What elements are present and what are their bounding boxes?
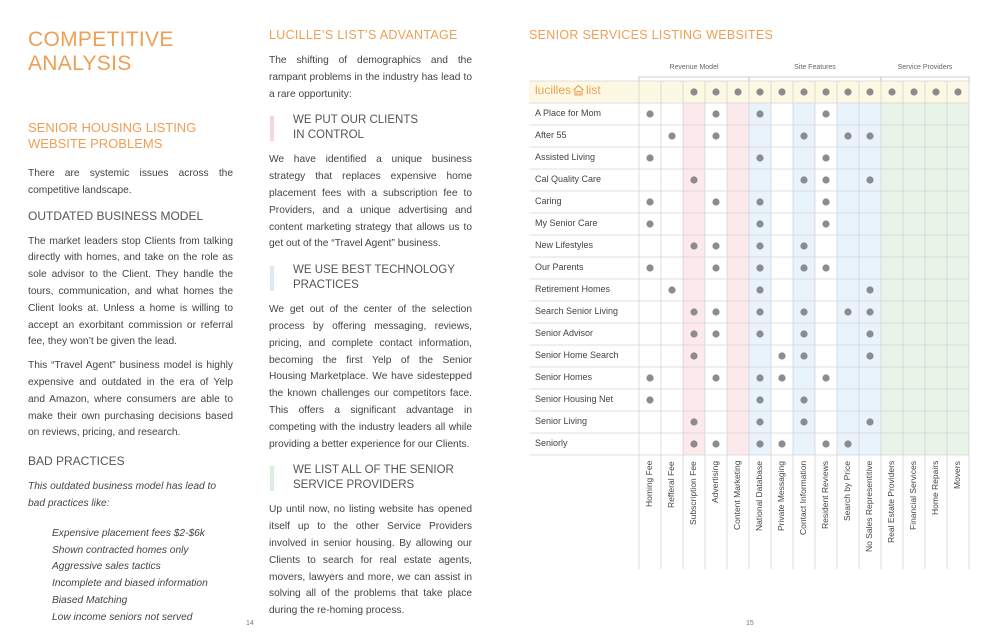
bad-practice-item: Expensive placement fees $2-$6k <box>52 527 205 539</box>
feature-dot <box>712 242 719 249</box>
feature-dot <box>932 88 939 95</box>
feature-dot <box>822 264 829 271</box>
feature-dot <box>866 176 873 183</box>
competitor-name: Assisted Living <box>535 152 596 162</box>
logo-text-left: lucilles <box>535 83 572 97</box>
feature-dot <box>800 176 807 183</box>
comparison-table <box>529 61 970 571</box>
feature-dot <box>756 110 763 117</box>
competitor-name: Search Senior Living <box>535 306 619 316</box>
group-label-service-providers: Service Providers <box>897 64 953 71</box>
feature-dot <box>778 440 785 447</box>
feature-dot <box>712 374 719 381</box>
feature-dot <box>646 220 653 227</box>
feature-dot <box>844 88 851 95</box>
advantage-title: LUCILLE’S LIST’S ADVANTAGE <box>269 28 458 42</box>
feature-dot <box>756 286 763 293</box>
feature-dot <box>756 418 763 425</box>
feature-dot <box>756 154 763 161</box>
feature-dot <box>712 132 719 139</box>
feature-dot <box>822 440 829 447</box>
competitor-name: Retirement Homes <box>535 284 611 294</box>
column-label: Contact Information <box>798 461 808 536</box>
problems-intro: There are systemic issues across the competitive landscape. <box>28 168 233 196</box>
bad-practices-intro: This outdated business model has lead to bad practices like: <box>28 481 217 509</box>
column-shade <box>727 81 749 455</box>
bad-practice-item: Biased Matching <box>52 594 128 606</box>
callout-line1: WE PUT OUR CLIENTS <box>293 114 419 127</box>
column-label: Private Messaging <box>776 461 786 531</box>
page-number-right: 15 <box>746 620 754 627</box>
advantage-intro: The shifting of demographics and the rampant problems in the industry has lead to a rare opportunity: <box>269 55 472 100</box>
column-label: Content Marketing <box>732 461 742 531</box>
feature-dot <box>712 198 719 205</box>
feature-dot <box>734 88 741 95</box>
feature-dot <box>646 154 653 161</box>
bad-practices-heading: BAD PRACTICES <box>28 454 125 469</box>
travel-agent-paragraph: This “Travel Agent” business model is highly expensive and outdated in the era of Yelp and Amazon, where consumers are able to make their own purchasing decisions based on reviews, pricing, and research. <box>28 360 233 439</box>
left-column <box>28 28 233 627</box>
callout-line1: WE USE BEST TECHNOLOGY <box>293 264 455 277</box>
callout-bar <box>270 116 274 141</box>
feature-dot <box>712 440 719 447</box>
page-title-line1: COMPETITIVE <box>28 28 174 51</box>
page-title <box>28 28 233 76</box>
competitor-name: A Place for Mom <box>535 108 602 118</box>
callout-service-providers <box>269 463 472 493</box>
feature-dot <box>712 330 719 337</box>
clients-paragraph: We have identified a unique business strategy that replaces expensive home placement fees with a subscription fee to Providers, and a unique advertising and content marketing strategy that allows us to get out of the “Travel Agent” business. <box>269 154 472 250</box>
feature-dot <box>844 132 851 139</box>
feature-dot <box>866 308 873 315</box>
competitor-name: After 55 <box>535 130 567 140</box>
callout-line2: SERVICE PROVIDERS <box>293 479 415 492</box>
feature-dot <box>668 132 675 139</box>
house-icon <box>572 84 585 96</box>
bad-practice-item: Shown contracted homes only <box>52 544 189 556</box>
competitor-name: Our Parents <box>535 262 584 272</box>
competitor-name: Senior Home Search <box>535 350 619 360</box>
feature-dot <box>690 176 697 183</box>
column-label: Resident Reviews <box>820 461 830 530</box>
feature-dot <box>778 352 785 359</box>
feature-dot <box>800 308 807 315</box>
feature-dot <box>756 198 763 205</box>
feature-dot <box>690 352 697 359</box>
feature-dot <box>822 176 829 183</box>
feature-dot <box>866 286 873 293</box>
technology-paragraph: We get out of the center of the selection process by offering messaging, reviews, pricing, and complete contact information, becoming the first Yelp of the Senior Housing Marketplace. We have sidestepped the known challenges our competitors face. This offers a significant advantage in competing with the industry leaders all while providing a better experience for our Clients. <box>269 304 472 450</box>
callout-line2: IN CONTROL <box>293 129 364 142</box>
feature-dot <box>822 110 829 117</box>
feature-dot <box>888 88 895 95</box>
page-title-line2: ANALYSIS <box>28 52 132 75</box>
feature-dot <box>756 88 763 95</box>
column-label: Search by Price <box>842 461 852 521</box>
column-shade <box>925 81 947 455</box>
feature-dot <box>646 396 653 403</box>
callout-bar <box>270 466 274 491</box>
feature-dot <box>822 88 829 95</box>
feature-dot <box>756 396 763 403</box>
feature-dot <box>866 88 873 95</box>
outdated-paragraph: The market leaders stop Clients from talking directly with homes, and take on the role as sole advisor to the Client. They handle the tours, communication, and what homes the Client looks at. Unless a home is willing to accept an exorbitant commission or referral fee, they won’t be given the lead. <box>28 235 233 348</box>
competitor-name: Senior Living <box>535 416 588 426</box>
feature-dot <box>822 154 829 161</box>
column-shade <box>903 81 925 455</box>
logo-text-right: list <box>586 83 601 97</box>
feature-dot <box>800 418 807 425</box>
feature-dot <box>822 198 829 205</box>
column-label: Movers <box>952 461 962 489</box>
problems-subtitle-line1: SENIOR HOUSING LISTING <box>28 120 197 135</box>
feature-dot <box>800 330 807 337</box>
competitor-name: Seniorly <box>535 438 568 448</box>
competitor-name: My Senior Care <box>535 218 598 228</box>
feature-dot <box>712 88 719 95</box>
column-shade <box>947 81 969 455</box>
bad-practice-item: Aggressive sales tactics <box>52 561 161 573</box>
group-label-revenue-model: Revenue Model <box>669 64 719 71</box>
column-shade <box>683 81 705 455</box>
feature-dot <box>800 352 807 359</box>
feature-dot <box>866 330 873 337</box>
feature-dot <box>646 198 653 205</box>
feature-dot <box>954 88 961 95</box>
feature-dot <box>910 88 917 95</box>
feature-dot <box>800 88 807 95</box>
page-number-left: 14 <box>246 620 254 627</box>
feature-dot <box>756 374 763 381</box>
column-label: No Sales Representitive <box>864 461 874 553</box>
feature-dot <box>712 308 719 315</box>
competitor-name: Senior Advisor <box>535 328 594 338</box>
feature-dot <box>866 132 873 139</box>
column-label: Home Repairs <box>930 461 940 516</box>
feature-dot <box>844 440 851 447</box>
feature-dot <box>822 374 829 381</box>
feature-dot <box>844 308 851 315</box>
comparison-grid <box>529 61 970 571</box>
feature-dot <box>866 418 873 425</box>
competitor-name: Senior Housing Net <box>535 394 614 404</box>
feature-dot <box>800 242 807 249</box>
callout-line1: WE LIST ALL OF THE SENIOR <box>293 464 454 477</box>
competitor-name: New Lifestyles <box>535 240 594 250</box>
feature-dot <box>866 352 873 359</box>
feature-dot <box>800 396 807 403</box>
competitor-name: Cal Quality Care <box>535 174 602 184</box>
callout-best-technology <box>269 263 472 293</box>
column-label: Homing Fee <box>644 461 654 508</box>
feature-dot <box>822 220 829 227</box>
feature-dot <box>778 374 785 381</box>
bad-practice-item: Incomplete and biased information <box>52 578 208 590</box>
competitor-name: Senior Homes <box>535 372 593 382</box>
feature-dot <box>756 330 763 337</box>
competitor-name: Caring <box>535 196 562 206</box>
listing-websites-title: SENIOR SERVICES LISTING WEBSITES <box>529 28 774 42</box>
bad-practice-item: Low income seniors not served <box>52 611 193 623</box>
lucilles-list-logo <box>535 81 601 99</box>
providers-paragraph: Up until now, no listing website has opened itself up to the other Service Providers involved in senior housing. By allowing our Clients to search for real estate agents, movers, lawyers and more, we can assist in solving all of the problems that take place during the re-homing process. <box>269 504 472 617</box>
feature-dot <box>690 88 697 95</box>
group-label-site-features: Site Features <box>794 64 836 71</box>
feature-dot <box>756 440 763 447</box>
feature-dot <box>712 110 719 117</box>
feature-dot <box>712 264 719 271</box>
feature-dot <box>690 440 697 447</box>
feature-dot <box>646 110 653 117</box>
feature-dot <box>668 286 675 293</box>
column-label: Subscription Fee <box>688 461 698 525</box>
callout-line2: PRACTICES <box>293 279 359 292</box>
column-label: Advertising <box>710 461 720 504</box>
column-shade <box>881 81 903 455</box>
column-label: Financial Services <box>908 461 918 530</box>
problems-subtitle <box>28 120 233 152</box>
feature-dot <box>690 308 697 315</box>
feature-dot <box>690 330 697 337</box>
column-label: Refferal Fee <box>666 461 676 508</box>
feature-dot <box>778 88 785 95</box>
feature-dot <box>646 264 653 271</box>
feature-dot <box>756 220 763 227</box>
feature-dot <box>756 264 763 271</box>
problems-subtitle-line2: WEBSITE PROBLEMS <box>28 136 163 151</box>
feature-dot <box>690 418 697 425</box>
column-label: Real Estate Providers <box>886 461 896 544</box>
feature-dot <box>756 242 763 249</box>
feature-dot <box>800 264 807 271</box>
outdated-heading: OUTDATED BUSINESS MODEL <box>28 208 204 223</box>
middle-column <box>269 28 472 620</box>
callout-clients-in-control <box>269 113 472 143</box>
column-label: National Database <box>754 461 764 531</box>
bad-practices-list <box>52 526 233 627</box>
feature-dot <box>800 132 807 139</box>
feature-dot <box>756 308 763 315</box>
feature-dot <box>690 242 697 249</box>
feature-dot <box>646 374 653 381</box>
callout-bar <box>270 266 274 291</box>
